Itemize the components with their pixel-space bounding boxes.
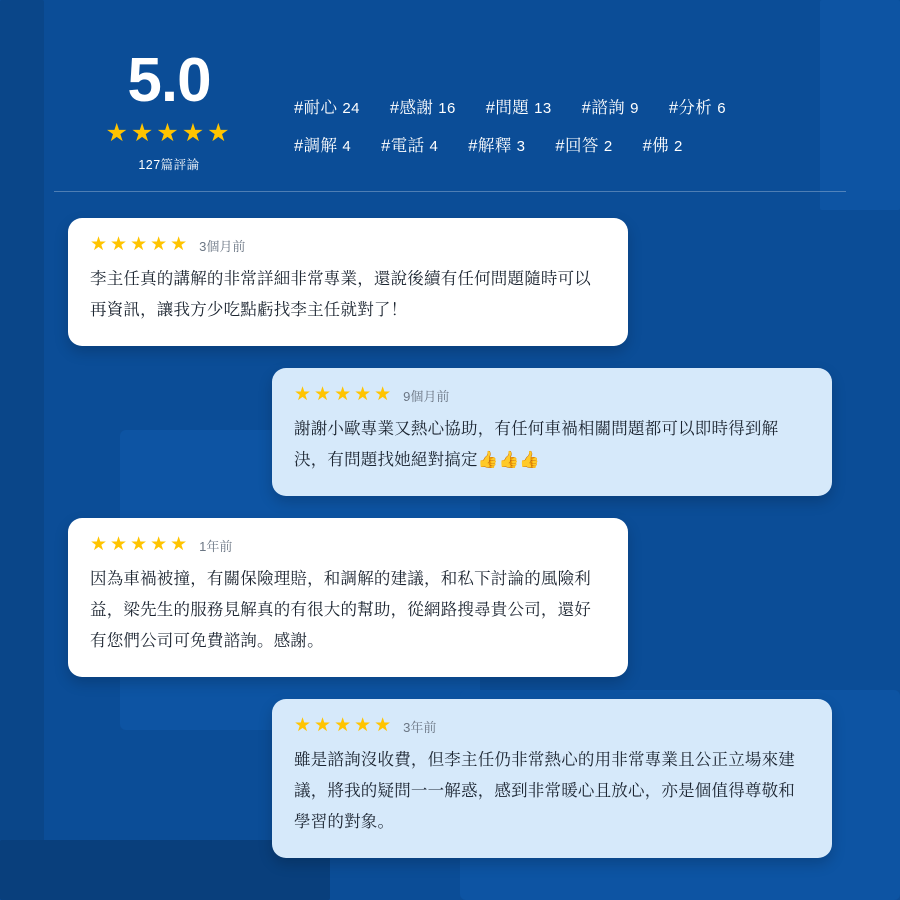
overall-score: 5.0 <box>127 46 211 115</box>
tag-count: 9 <box>630 100 639 117</box>
tag-count: 6 <box>717 100 726 117</box>
tag-chip[interactable] <box>381 132 438 156</box>
tag-count: 4 <box>342 138 352 155</box>
tag-label: #感謝 <box>389 99 434 117</box>
review-timestamp: 3年前 <box>403 720 437 735</box>
tag-chip[interactable] <box>468 132 525 156</box>
review-list <box>0 192 900 858</box>
rating-header <box>0 0 900 173</box>
review-text: 因為車禍被撞，有關保險理賠，和調解的建議，和私下討論的風險利益，梁先生的服務見解真的有很大的幫助，從網路搜尋貴公司，還好有您們公司可免費諮詢。感謝。 <box>90 570 591 650</box>
tag-chip[interactable] <box>486 94 552 118</box>
review-card-header <box>90 234 606 255</box>
tag-count: 16 <box>438 100 456 117</box>
tag-count: 24 <box>342 100 360 117</box>
tag-count: 3 <box>516 138 526 155</box>
review-card[interactable] <box>68 218 628 346</box>
review-text: 謝謝小歐專業又熱心協助，有任何車禍相關問題都可以即時得到解決，有問題找她絕對搞定👍👍👍 <box>294 420 779 469</box>
tag-row-1 <box>294 94 846 118</box>
tag-chip[interactable] <box>582 94 639 118</box>
tag-label: #回答 <box>555 137 599 155</box>
tag-label: #諮詢 <box>581 99 626 117</box>
review-timestamp: 3個月前 <box>199 239 246 254</box>
review-card[interactable] <box>68 518 628 677</box>
tag-count: 13 <box>534 100 552 117</box>
review-stars-icon: ★★★★★ <box>90 233 191 255</box>
tag-chip[interactable] <box>643 132 683 156</box>
review-stars-icon: ★★★★★ <box>294 383 395 405</box>
tag-label: #分析 <box>668 99 713 117</box>
overall-stars-icon: ★★★★★ <box>105 119 233 147</box>
review-card-header <box>294 715 810 736</box>
review-text: 雖是諮詢沒收費，但李主任仍非常熱心的用非常專業且公正立場來建議，將我的疑問一一解惑，感到非常暖心且放心，亦是個值得尊敬和學習的對象。 <box>294 751 795 831</box>
tag-chip[interactable] <box>555 132 612 156</box>
review-count-label: 127篇評論 <box>138 158 200 172</box>
tag-label: #問題 <box>485 99 530 117</box>
review-timestamp: 9個月前 <box>403 389 450 404</box>
tag-label: #佛 <box>642 137 670 155</box>
tag-count: 2 <box>603 138 613 155</box>
tag-chip[interactable] <box>669 94 726 118</box>
review-card-header <box>90 534 606 555</box>
tag-label: #電話 <box>381 137 425 155</box>
tag-count: 2 <box>674 138 683 155</box>
tag-row-2 <box>294 132 846 156</box>
tag-chip[interactable] <box>390 94 456 118</box>
review-stars-icon: ★★★★★ <box>294 714 395 736</box>
overall-rating-block <box>54 46 284 173</box>
tag-chip[interactable] <box>294 94 360 118</box>
tag-label: #解釋 <box>468 137 512 155</box>
tag-label: #耐心 <box>294 99 338 117</box>
tag-label: #調解 <box>294 137 338 155</box>
review-text: 李主任真的講解的非常詳細非常專業，還說後續有任何問題隨時可以再資訊，讓我方少吃點虧找李主任就對了！ <box>90 270 591 319</box>
tag-count: 4 <box>429 138 439 155</box>
review-card[interactable] <box>272 368 832 496</box>
review-stars-icon: ★★★★★ <box>90 533 191 555</box>
review-timestamp: 1年前 <box>199 539 233 554</box>
tag-chip[interactable] <box>294 132 351 156</box>
tag-cloud <box>284 46 846 170</box>
review-card[interactable] <box>272 699 832 858</box>
review-card-header <box>294 384 810 405</box>
